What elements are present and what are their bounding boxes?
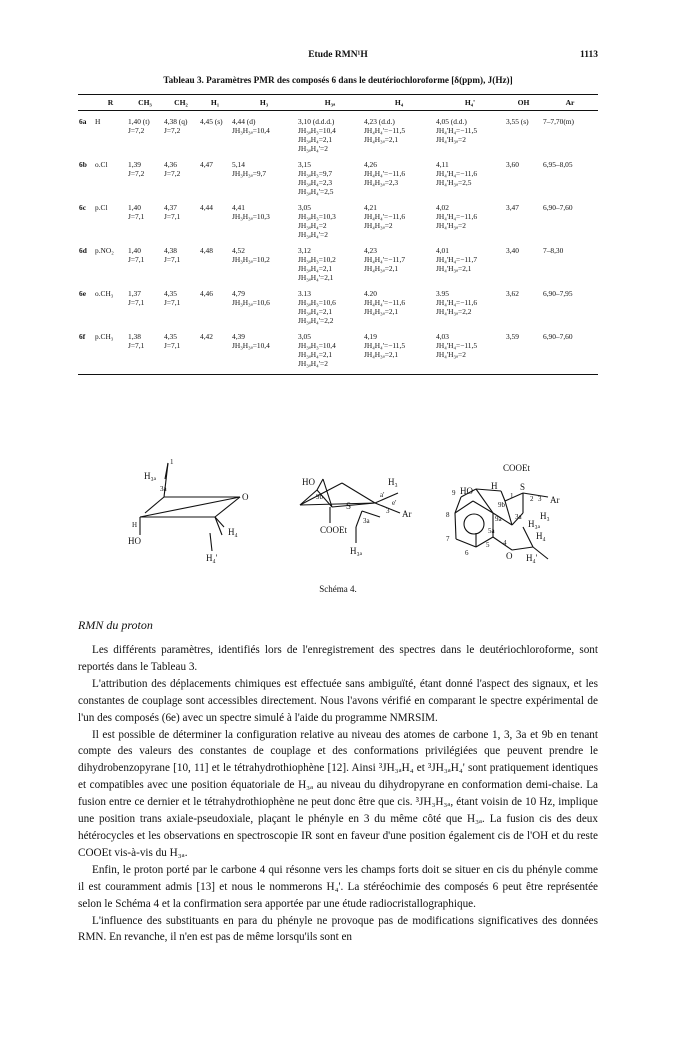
- table-cell: [127, 153, 163, 196]
- paragraph: Enfin, le proton porté par le carbone 4 qui résonne vers les champs forts doit se situer en cis du phényle comme il est couramment admis [13] et nous le nommerons H₄'. La stéréochimie des composés 6 peut être représentée selon le Schéma 4 et la confirmation sera apportée par une étude radiocristallographique.: [78, 863, 598, 910]
- table-cell: p.Cl: [95, 203, 108, 212]
- scheme-label: 2: [530, 495, 534, 503]
- table-cell: [231, 111, 297, 154]
- cell-line: J=7,1: [164, 212, 181, 221]
- cell-line: 4,37: [164, 203, 177, 212]
- scheme-label: H₄: [228, 527, 238, 537]
- scheme-label: a': [380, 491, 385, 499]
- table-cell: [297, 282, 363, 325]
- scheme-label: 9: [452, 489, 456, 497]
- cell-line: 5,14: [232, 160, 245, 169]
- column-header: CH₂: [163, 95, 199, 111]
- cell-line: J=7,1: [128, 298, 145, 307]
- cell-line: JH₄'H₄=−11,6: [436, 298, 478, 307]
- scheme-label: 5: [486, 541, 490, 549]
- scheme-label: S: [520, 482, 526, 492]
- table-row: [78, 196, 598, 239]
- table-cell: [297, 111, 363, 154]
- scheme-label: H₃ₐ: [144, 471, 157, 481]
- cell-line: 3,60: [506, 160, 519, 169]
- body-text: [78, 642, 598, 946]
- table-cell: [199, 239, 231, 282]
- cell-line: JH₃ₐH₃=10,4: [298, 126, 336, 135]
- cell-line: 1,37: [128, 289, 141, 298]
- cell-line: JH₄H₃ₐ=2,1: [364, 135, 399, 144]
- cell-line: 4,42: [200, 332, 213, 341]
- cell-line: 4,35: [164, 289, 177, 298]
- table-cell: [297, 153, 363, 196]
- cell-line: JH₃ₐH₄'=2: [298, 359, 328, 368]
- cell-line: 3,10 (d.d.d.): [298, 117, 335, 126]
- table-cell: [297, 239, 363, 282]
- cell-line: 4,48: [200, 246, 213, 255]
- table-cell: [363, 153, 435, 196]
- running-head: [78, 50, 598, 64]
- cell-line: J=7,1: [164, 255, 181, 264]
- cell-line: 4.20: [364, 289, 377, 298]
- scheme-label: H₃ₐ: [528, 519, 541, 529]
- cell-line: 4,47: [200, 160, 213, 169]
- cell-line: 1,38: [128, 332, 141, 341]
- table-row: [78, 282, 598, 325]
- table-cell: [435, 153, 505, 196]
- column-header: OH: [505, 95, 542, 111]
- paragraph: L'attribution des déplacements chimiques est effectuée sans ambiguïté, étant donné l'aspect des signaux, et les constantes de couplage sont accessibles directement. Nous l'avons vérifié en comparant le spectre expérimental de l'un des composés (6e) avec un spectre simulé à l'aide du programme NMRSIM.: [78, 677, 598, 724]
- cell-line: JH₄'H₃ₐ=2,1: [436, 264, 472, 273]
- pmr-table: [78, 94, 598, 375]
- paragraph: L'influence des substituants en para du phényle ne provoque pas de modifications significatives des données RMN. En revanche, il n'en est pas de même lorsqu'ils sont en: [78, 914, 598, 944]
- table-cell: [363, 325, 435, 375]
- table-cell: [435, 282, 505, 325]
- cell-line: JH₃ₐH₃=9,7: [298, 169, 333, 178]
- scheme-label: H₃: [540, 511, 550, 521]
- table-cell: [163, 239, 199, 282]
- cell-line: J=7,1: [128, 341, 145, 350]
- table-cell: [127, 282, 163, 325]
- scheme-label: HO: [460, 486, 473, 496]
- cell-line: J=7,1: [164, 298, 181, 307]
- scheme-label: H₄': [206, 553, 218, 563]
- cell-line: 4,79: [232, 289, 245, 298]
- table-cell: [127, 325, 163, 375]
- cell-line: JH₃H₃ₐ=10,4: [232, 126, 270, 135]
- scheme-label: HO: [302, 477, 315, 487]
- cell-line: JH₄'H₃ₐ=2: [436, 350, 466, 359]
- scheme-label: 3: [538, 495, 542, 503]
- column-header: CH₃: [127, 95, 163, 111]
- table-cell: o.Cl: [95, 160, 108, 169]
- table-cell: [163, 153, 199, 196]
- table-cell: [127, 196, 163, 239]
- cell-line: 4,52: [232, 246, 245, 255]
- scheme-label: 1: [170, 458, 174, 466]
- table-cell: [297, 196, 363, 239]
- table-cell: [231, 196, 297, 239]
- cell-line: 4,39: [232, 332, 245, 341]
- compound-id: 6e: [79, 289, 86, 298]
- table-header-row: [78, 95, 598, 111]
- table-cell: [199, 325, 231, 375]
- table-cell: [231, 239, 297, 282]
- cell-line: 4,23: [364, 246, 377, 255]
- cell-line: JH₄'H₃ₐ=2,2: [436, 307, 472, 316]
- table-cell: [435, 239, 505, 282]
- page-number: 1113: [580, 50, 598, 60]
- cell-line: JH₄H₄'=−11,5: [364, 341, 406, 350]
- cell-line: JH₄'H₄=−11,6: [436, 212, 478, 221]
- cell-line: J=7,1: [164, 341, 181, 350]
- cell-line: JH₄'H₄=−11,5: [436, 126, 478, 135]
- scheme-label: e': [392, 499, 397, 507]
- cell-line: 4,03: [436, 332, 449, 341]
- scheme-4: [110, 455, 570, 585]
- cell-line: JH₄'H₄=−11,5: [436, 341, 478, 350]
- cell-line: JH₃ₐH₄=2,1: [298, 350, 333, 359]
- cell-line: 3,12: [298, 246, 311, 255]
- cell-line: JH₄H₃ₐ=2,3: [364, 178, 399, 187]
- cell-line: JH₄'H₃ₐ=2: [436, 135, 466, 144]
- table-cell: [505, 282, 542, 325]
- cell-line: 6,90–7,60: [543, 332, 573, 341]
- compound-id: 6f: [78, 325, 94, 375]
- cell-line: JH₄H₃ₐ=2,1: [364, 307, 399, 316]
- scheme-label: Ar: [550, 495, 560, 505]
- cell-line: 7–8,30: [543, 246, 564, 255]
- column-header: Ar: [542, 95, 598, 111]
- cell-line: JH₄'H₄=−11,7: [436, 255, 478, 264]
- paragraph: Les différents paramètres, identifiés lors de l'enregistrement des spectres dans le deutériochloroforme, sont reportés dans le Tableau 3.: [78, 644, 598, 673]
- scheme-label: H₃: [388, 477, 398, 487]
- cell-line: J=7,2: [164, 169, 181, 178]
- table-cell: [163, 111, 199, 154]
- cell-line: J=7,1: [128, 212, 145, 221]
- table-row: [78, 153, 598, 196]
- scheme-caption: Schéma 4.: [319, 584, 357, 594]
- cell-line: JH₄H₃ₐ=2,1: [364, 264, 399, 273]
- column-header-compound: [78, 95, 94, 111]
- scheme-label: H: [491, 481, 498, 491]
- cell-line: JH₃ₐH₄=2: [298, 221, 327, 230]
- running-title: Etude RMN¹H: [308, 50, 368, 60]
- table-cell: [199, 111, 231, 154]
- cell-line: JH₃H₃ₐ=9,7: [232, 169, 267, 178]
- table-row: [78, 239, 598, 282]
- scheme-label: 9a: [495, 515, 502, 523]
- compound-id: 6d: [79, 246, 87, 255]
- cell-line: JH₄H₄'=−11,7: [364, 255, 406, 264]
- table-cell: p.NO₂: [95, 246, 114, 255]
- cell-line: JH₃ₐH₄=2,1: [298, 307, 333, 316]
- compound-id: 6a: [79, 117, 87, 126]
- cell-line: 4,44: [200, 203, 213, 212]
- scheme-label: 4: [503, 539, 507, 547]
- cell-line: JH₄'H₃ₐ=2: [436, 221, 466, 230]
- cell-line: JH₄H₄'=−11,6: [364, 169, 406, 178]
- cell-line: JH₃ₐH₄=2,1: [298, 264, 333, 273]
- table-cell: [297, 325, 363, 375]
- cell-line: 4,36: [164, 160, 177, 169]
- cell-line: 3,55 (s): [506, 117, 529, 126]
- cell-line: 4,44 (d): [232, 117, 256, 126]
- cell-line: 4,05 (d.d.): [436, 117, 467, 126]
- cell-line: JH₄H₄'=−11,6: [364, 212, 406, 221]
- cell-line: JH₃H₃ₐ=10,4: [232, 341, 270, 350]
- cell-line: 1,40 (t): [128, 117, 150, 126]
- table-cell: [163, 282, 199, 325]
- cell-line: JH₃ₐH₃=10,3: [298, 212, 336, 221]
- scheme-label: 9b: [498, 501, 505, 509]
- cell-line: J=7,2: [128, 126, 145, 135]
- cell-line: 4,02: [436, 203, 449, 212]
- table-cell: [542, 153, 598, 196]
- table-cell: [363, 196, 435, 239]
- table-cell: [363, 239, 435, 282]
- cell-line: JH₄H₃ₐ=2,1: [364, 350, 399, 359]
- column-header: H₃: [231, 95, 297, 111]
- cell-line: 6,90–7,95: [543, 289, 573, 298]
- cell-line: 1,39: [128, 160, 141, 169]
- table-cell: [542, 282, 598, 325]
- scheme-label: H: [132, 521, 138, 529]
- cell-line: 3,05: [298, 203, 311, 212]
- table-cell: [435, 325, 505, 375]
- cell-line: 3,15: [298, 160, 311, 169]
- table-cell: [505, 196, 542, 239]
- scheme-label: Ar: [402, 509, 412, 519]
- section-heading: RMN du proton: [78, 618, 153, 632]
- table-cell: p.CH₃: [94, 325, 127, 375]
- scheme-label: S: [346, 501, 352, 511]
- cell-line: 3,47: [506, 203, 519, 212]
- cell-line: 6,95–8,05: [543, 160, 573, 169]
- scheme-label: O: [242, 492, 249, 502]
- cell-line: 3,59: [506, 332, 519, 341]
- scheme-label: 9b: [316, 493, 323, 501]
- cell-line: 4,45 (s): [200, 117, 223, 126]
- cell-line: JH₄H₄'=−11,6: [364, 298, 406, 307]
- cell-line: 6,90–7,60: [543, 203, 573, 212]
- scheme-label: HO: [128, 536, 141, 546]
- cell-line: 4,21: [364, 203, 377, 212]
- cell-line: JH₃ₐH₄=2,1: [298, 135, 333, 144]
- cell-line: 3,62: [506, 289, 519, 298]
- cell-line: 4,38 (q): [164, 117, 188, 126]
- cell-line: 4,26: [364, 160, 377, 169]
- table-cell: [542, 111, 598, 154]
- cell-line: J=7,2: [164, 126, 181, 135]
- table-body: [78, 111, 598, 375]
- scheme-label: 3a: [363, 517, 370, 525]
- table-cell: [505, 325, 542, 375]
- scheme-label: 3: [386, 507, 390, 515]
- cell-line: JH₃ₐH₄'=2,5: [298, 187, 334, 196]
- cell-line: 3.95: [436, 289, 449, 298]
- table-cell: [127, 239, 163, 282]
- table-cell: [505, 153, 542, 196]
- scheme-label: O: [506, 551, 513, 561]
- table-cell: [542, 196, 598, 239]
- column-header: H₃ₐ: [297, 95, 363, 111]
- cell-line: J=7,2: [128, 169, 145, 178]
- scheme-label: 3a: [160, 485, 167, 493]
- table-cell: [542, 239, 598, 282]
- aromatic-ring: [464, 514, 484, 534]
- table-cell: [231, 153, 297, 196]
- scheme-label: 8: [446, 511, 450, 519]
- cell-line: 1,40: [128, 246, 141, 255]
- scheme-label: 5a: [488, 527, 495, 535]
- scheme-label: COOEt: [320, 525, 347, 535]
- table-cell: [231, 282, 297, 325]
- table-cell: [199, 282, 231, 325]
- scheme-label: H₄': [526, 553, 538, 563]
- cell-line: 4,01: [436, 246, 449, 255]
- table-cell: [435, 196, 505, 239]
- compound-id: 6b: [79, 160, 87, 169]
- cell-line: 4,11: [436, 160, 449, 169]
- table-cell: [435, 111, 505, 154]
- cell-line: 4,23 (d.d.): [364, 117, 395, 126]
- cell-line: JH₃H₃ₐ=10,6: [232, 298, 270, 307]
- table-caption: Tableau 3. Paramètres PMR des composés 6 dans le deutériochloroforme [δ(ppm), J(Hz)]: [163, 75, 513, 85]
- table-cell: [163, 196, 199, 239]
- cell-line: JH₄H₄'=−11,5: [364, 126, 406, 135]
- scheme-label: 6: [465, 549, 469, 557]
- table-cell: [231, 325, 297, 375]
- cell-line: JH₄'H₄=−11,6: [436, 169, 478, 178]
- table-cell: [542, 325, 598, 375]
- cell-line: J=7,1: [128, 255, 145, 264]
- table-cell: [505, 239, 542, 282]
- cell-line: JH₃ₐH₃=10,6: [298, 298, 336, 307]
- cell-line: 3,05: [298, 332, 311, 341]
- cell-line: JH₃ₐH₃=10,4: [298, 341, 336, 350]
- scheme-label: H₃ₐ: [350, 546, 363, 556]
- cell-line: JH₄H₃ₐ=2: [364, 221, 393, 230]
- table-cell: [199, 153, 231, 196]
- cell-line: JH₃ₐH₄'=2,2: [298, 316, 334, 325]
- cell-line: 4,41: [232, 203, 245, 212]
- column-header: H₄: [363, 95, 435, 111]
- cell-line: JH₃ₐH₄'=2: [298, 230, 328, 239]
- cell-line: 4,46: [200, 289, 213, 298]
- cell-line: JH₃H₃ₐ=10,3: [232, 212, 270, 221]
- table-cell: H: [95, 117, 101, 126]
- cell-line: 4,38: [164, 246, 177, 255]
- table-cell: [363, 111, 435, 154]
- cell-line: 3.13: [298, 289, 311, 298]
- cell-line: JH₃H₃ₐ=10,2: [232, 255, 270, 264]
- scheme-structures: [110, 455, 570, 575]
- table-cell: [127, 111, 163, 154]
- table-cell: o.CH₃: [95, 289, 114, 298]
- scheme-label: 1: [510, 492, 514, 500]
- cell-line: 3,40: [506, 246, 519, 255]
- cell-line: 7–7,70(m): [543, 117, 574, 126]
- table-row: [78, 325, 598, 375]
- cell-line: 4,35: [164, 332, 177, 341]
- column-header: R: [94, 95, 127, 111]
- compound-id: 6c: [79, 203, 86, 212]
- cell-line: JH₃ₐH₄'=2: [298, 144, 328, 153]
- table-cell: [199, 196, 231, 239]
- scheme-label: 7: [446, 535, 450, 543]
- cell-line: JH₄'H₃ₐ=2,5: [436, 178, 472, 187]
- column-header: H₄': [435, 95, 505, 111]
- table-cell: [505, 111, 542, 154]
- cell-line: 4,19: [364, 332, 377, 341]
- table-row: [78, 111, 598, 154]
- scheme-label: H₄: [536, 531, 546, 541]
- cell-line: 1,40: [128, 203, 141, 212]
- cell-line: JH₃ₐH₄=2,3: [298, 178, 333, 187]
- scheme-label: 3a: [515, 513, 522, 521]
- scheme-label: COOEt: [503, 463, 530, 473]
- cell-line: JH₃ₐH₃=10,2: [298, 255, 336, 264]
- paragraph: Il est possible de déterminer la configuration relative au niveau des atomes de carbone 1, 3, 3a et 9b en tenant compte des valeurs des constantes de couplage et des conformations privilégiées que peuvent prendre le dihydrobenzopyrane [10, 11] et le tétrahydrothiophène [12]. Ainsi ³JH₃ₐH₄ et ³JH₃ₐH₄' sont pratiquement identiques et compatibles avec une position équatoriale de H₃ₐ au niveau du dihydropyrane en conformation demi-chaise. La fusion entre ce dernier et le tétrahydrothiophène ne peut donc être que cis. ³JH₃H₃ₐ, étant voisin de 10 Hz, implique une position trans axiale-pseudoxiale, plaçant le phényle en 3 du même côté que H₃ₐ. La fusion cis des deux hétérocycles et les observations en spectroscopie IR sont en faveur d'une position également cis de l'OH et du reste COOEt vis-à-vis du H₃ₐ.: [78, 728, 598, 859]
- column-header: H₁: [199, 95, 231, 111]
- table-cell: [363, 282, 435, 325]
- cell-line: JH₃ₐH₄'=2,1: [298, 273, 334, 282]
- table-cell: [163, 325, 199, 375]
